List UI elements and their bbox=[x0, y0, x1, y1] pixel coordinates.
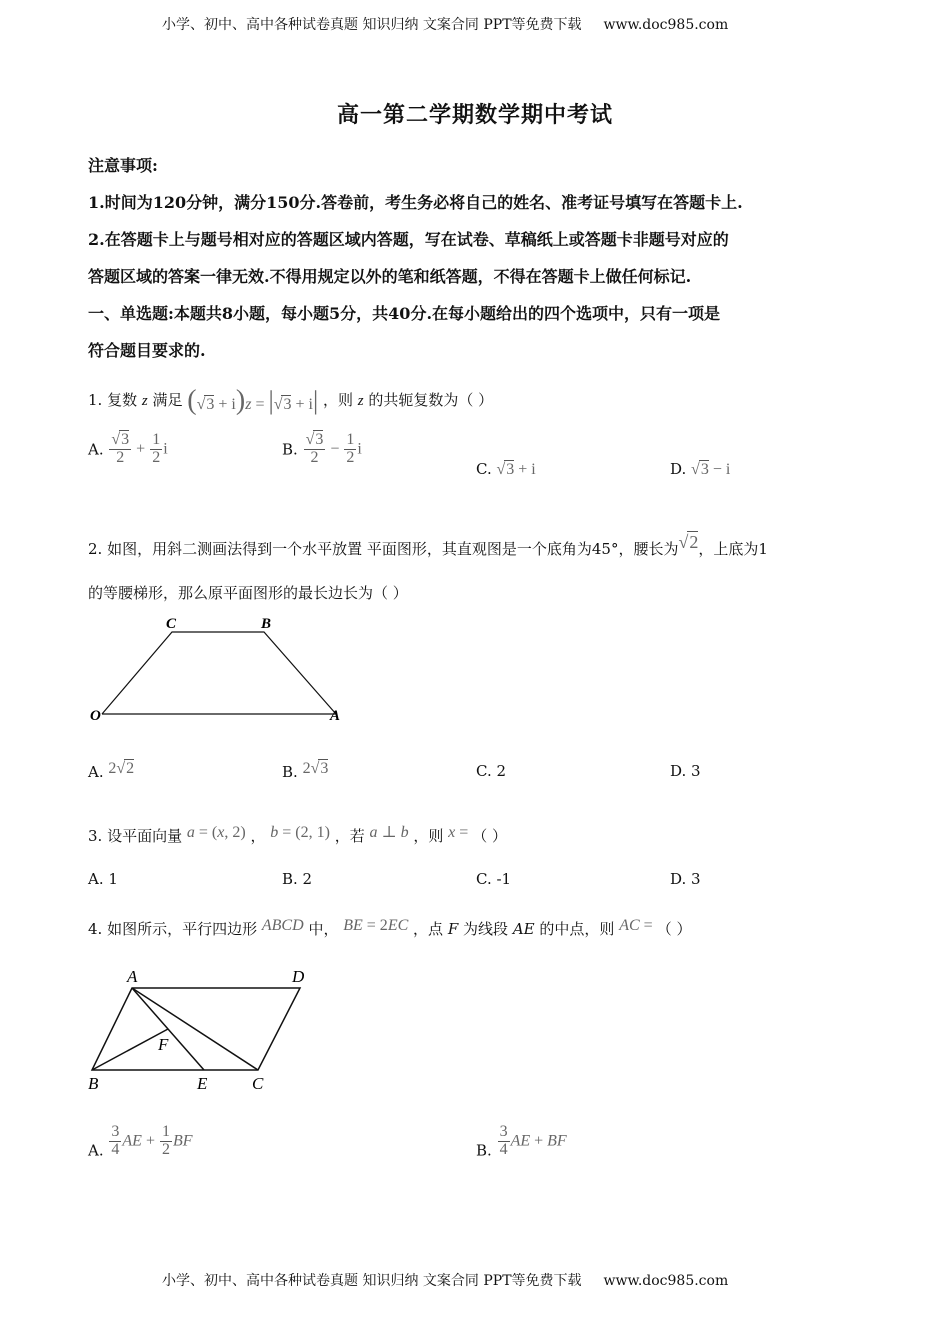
trapezoid-figure bbox=[86, 610, 356, 726]
q1-option-c[interactable]: C. √3 + i bbox=[476, 460, 536, 478]
notice-heading: 注意事项: bbox=[88, 156, 158, 175]
q1-option-d[interactable]: D. √3 − i bbox=[670, 460, 731, 478]
question-3: 3. 设平面向量 a = (x, 2) ， b = (2, 1) ，若 a ⊥ b ，则 x = （ ） bbox=[88, 824, 508, 845]
q3-option-c[interactable]: C. -1 bbox=[476, 870, 512, 888]
label-f: F bbox=[158, 1035, 169, 1054]
label-b: B bbox=[88, 1074, 99, 1093]
q3-option-b[interactable]: B. 2 bbox=[282, 870, 313, 888]
q4-option-a[interactable]: A. $\frac{3}{4}$ AE + $\frac{1}{2}$ BF bbox=[88, 1123, 193, 1160]
q1-option-a[interactable]: A. $\frac{√3}{2}$ + $\frac{1}{2}$ i bbox=[88, 431, 168, 466]
q1-equation: (√3 + i)z = |√3 + i| bbox=[187, 385, 319, 416]
label-c: C bbox=[252, 1074, 264, 1093]
notice-item-2-line2: 答题区域的答案一律无效.不得用规定以外的笔和纸答题，不得在答题卡上做任何标记. bbox=[88, 267, 692, 286]
notice-item-1: 1.时间为120分钟，满分150分.答卷前，考生务必将自己的姓名、准考证号填写在答题卡上. bbox=[88, 193, 743, 212]
question-4: 4. 如图所示，平行四边形 ABCD 中， BE = 2EC ，点 F 为线段 AE 的中点，则 AC = （ ） bbox=[88, 917, 692, 938]
q1-option-b[interactable]: B. $\frac{√3}{2}$ − $\frac{1}{2}$ i bbox=[282, 431, 362, 466]
parallelogram-figure bbox=[84, 962, 324, 1096]
label-c: C bbox=[166, 616, 177, 632]
segment-bf bbox=[92, 1029, 168, 1070]
question-2-line1: 2. 如图，用斜二测画法得到一个水平放置 平面图形，其直观图是一个底角为45°，腰长为√2，上底为1 bbox=[88, 532, 768, 558]
q2-option-b[interactable]: B. 2√3 bbox=[282, 760, 329, 781]
label-d: D bbox=[292, 967, 305, 986]
q2-option-d[interactable]: D. 3 bbox=[670, 762, 701, 780]
q3-option-d[interactable]: D. 3 bbox=[670, 870, 701, 888]
header-site: www.doc985.com bbox=[603, 17, 729, 33]
section-heading-line2: 符合题目要求的. bbox=[88, 341, 206, 360]
section-heading-line1: 一、单选题:本题共8小题，每小题5分，共40分.在每小题给出的四个选项中，只有一项是 bbox=[88, 304, 721, 323]
q2-option-c[interactable]: C. 2 bbox=[476, 762, 507, 780]
header-text: 小学、初中、高中各种试卷真题 知识归纳 文案合同 PPT等免费下载 bbox=[162, 17, 582, 33]
page-footer bbox=[162, 1270, 728, 1290]
q2-option-a[interactable]: A. 2√2 bbox=[88, 760, 135, 781]
notice-item-2-line1: 2.在答题卡上与题号相对应的答题区域内答题，写在试卷、草稿纸上或答题卡非题号对应的 bbox=[88, 230, 729, 249]
q3-option-a[interactable]: A. 1 bbox=[88, 870, 118, 888]
label-b: B bbox=[261, 616, 272, 632]
exam-title: 高一第二学期数学期中考试 bbox=[336, 102, 613, 128]
footer-site: www.doc985.com bbox=[603, 1273, 729, 1289]
question-1: 1. 复数 z 满足 (√3 + i)z = |√3 + i| ，则 z 的共轭复数为（ ） bbox=[88, 385, 494, 416]
page-header bbox=[162, 14, 728, 34]
label-e: E bbox=[197, 1074, 208, 1093]
diagonal-ac bbox=[132, 988, 258, 1070]
trapezoid-sides bbox=[102, 632, 336, 714]
label-a: A bbox=[127, 967, 138, 986]
q4-option-b[interactable]: B. $\frac{3}{4}$ AE + BF bbox=[476, 1123, 567, 1160]
label-o: O bbox=[90, 708, 101, 724]
footer-text: 小学、初中、高中各种试卷真题 知识归纳 文案合同 PPT等免费下载 bbox=[162, 1273, 582, 1289]
label-a: A bbox=[330, 708, 341, 724]
question-2-line2: 的等腰梯形，那么原平面图形的最长边长为（ ） bbox=[88, 584, 408, 602]
